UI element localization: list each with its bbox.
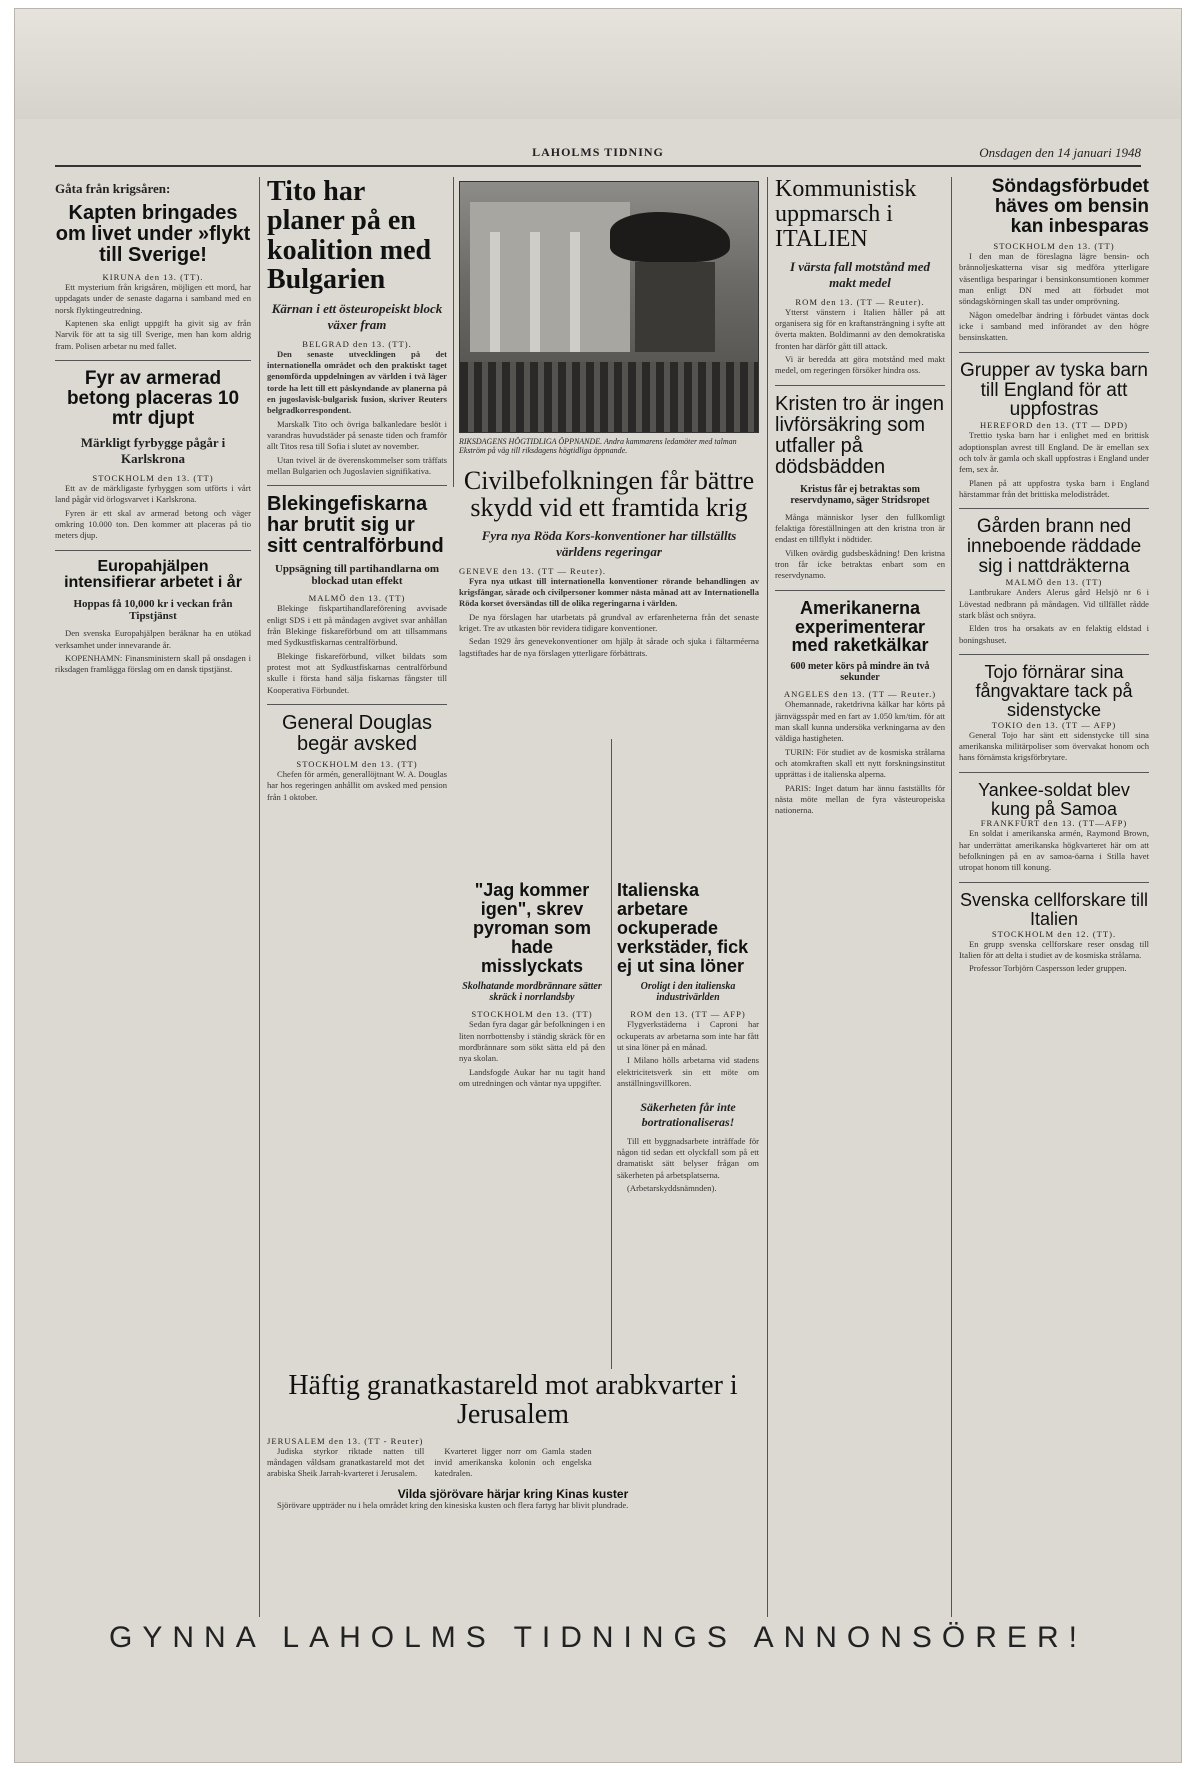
article-body <box>775 307 945 377</box>
article-headline: General Douglas begär avsked <box>281 712 433 756</box>
paragraph: Judiska styrkor riktade natten till måndagen våldsam granatkastareld mot det arabiska Sheik Jarrah-kvarteret i Jerusalem. <box>267 1445 425 1479</box>
article-dateline: KIRUNA den 13. (TT). <box>102 272 204 282</box>
article-body <box>959 430 1149 500</box>
article-headline: Söndagsförbudet häves om bensin kan inbesparas <box>991 177 1149 237</box>
article-headline: "Jag kommer igen", skrev pyroman som hade misslyckats <box>472 881 592 976</box>
paragraph: Sedan 1929 års genevekonventioner om hjälp åt sårade och sjuka i fältarméerna lagstiftades har de nya förslagen ytterligare förbättrats. <box>459 636 759 658</box>
paragraph: Utan tvivel är de överenskommelser som träffats mellan Bulgarien och Jugoslavien signifikativa. <box>267 454 447 476</box>
paragraph: Till ett byggnadsarbete inträffade för någon tid sedan ett olyckfall som på ett dramatiskt sätt belyser frågan om säkerheten på arbetsplatserna. <box>617 1135 759 1180</box>
divider <box>959 508 1149 509</box>
article-body <box>959 587 1149 646</box>
column-5 <box>775 177 945 1617</box>
article-body <box>267 769 447 803</box>
article-deck: 600 meter körs på mindre än två sekunder <box>790 661 930 684</box>
article-deck: Oroligt i den italienska industrivärlden <box>640 981 736 1004</box>
paragraph: Ytterst vänstern i Italien håller på att organisera sig för en kraftansträngning i syfte att överta makten. Boldimanni av den demokratiska fronten har därför gått till attack. <box>775 306 945 351</box>
article-dateline: ROM den 13. (TT — AFP) <box>630 1009 746 1020</box>
paragraph: Marskalk Tito och övriga balkanledare beslöt i varandras huvudstäder på senaste tiden och framför allt Titos resa till Sofia i slutet av november. <box>267 418 447 452</box>
article-headline: Tito har planer på en koalition med Bulgarien <box>267 177 432 296</box>
photo-crowd <box>460 362 758 432</box>
paragraph: TURIN: För studiet av de kosmiska strålarna och atomkraften skall ett nytt forskningsinstitut upprättas i de italienska alperna. <box>775 746 945 780</box>
paragraph: Ett mysterium från krigsåren, möjligen ett mord, har uppdagats under de senaste dagarna i samband med en norsk flyktingeutredning. <box>55 282 251 315</box>
divider <box>775 385 945 386</box>
article-headline: Vilda sjörövare härjar kring Kinas kuster <box>397 1486 629 1501</box>
wide-article <box>267 1371 759 1611</box>
article-kicker: Gåta från krigsåren: <box>55 181 171 196</box>
article-headline: Civilbefolkningen får bättre skydd vid ett framtida krig <box>463 467 755 523</box>
paragraph: Ohemannade, raketdrivna kälkar har körts på järnvägsspår med en fart av 1.050 km/tim. för att man skall kunna undersöka verkningarna av den väldiga hastigheten. <box>775 699 945 744</box>
paragraph: Kaptenen ska enligt uppgift ha givit sig av från Narvik för att ta sig till Sverige, men han kom aldrig fram. Polisen arbetar nu med fallet. <box>55 318 251 351</box>
article-body <box>55 628 251 675</box>
article-deck: Hoppas få 10,000 kr i veckan från Tipstjänst <box>73 598 233 623</box>
photo-column <box>490 232 500 352</box>
article-headline: Kristen tro är ingen livförsäkring som utfaller på dödsbädden <box>775 392 944 478</box>
newspaper-title: LAHOLMS TIDNING <box>532 145 664 159</box>
paragraph: Sjörövare uppträder nu i hela området kring den kinesiska kusten och flera fartyg har blivit plundrade. <box>277 1500 629 1511</box>
article-deck: Kärnan i ett östeuropeiskt block växer fram <box>271 300 443 332</box>
paragraph: Chefen för armén, generallöjtnant W. A. Douglas har hos regeringen anhållit om avsked med pension från 1 oktober. <box>267 769 447 802</box>
paragraph: PARIS: Inget datum har ännu fastställts för nästa möte mellan de fyra västeuropeiska nationerna. <box>775 782 945 816</box>
article-body <box>267 1500 759 1511</box>
paragraph: En grupp svenska cellforskare reser onsdag till Italien för att delta i studiet av de kosmiska strålarna. <box>959 938 1149 960</box>
paragraph: En soldat i amerikanska armén, Raymond Brown, har underrättat amerikanska högkvarteret här om att befolkningen på en av samoa-öarna i Stilla havet utropat honom till konung. <box>959 828 1149 873</box>
paragraph: Professor Torbjörn Caspersson leder gruppen. <box>969 963 1127 974</box>
photo-caption: RIKSDAGENS HÖGTIDLIGA ÖPPNANDE. Andra kammarens ledamöter med talman Ekström på väg till riksdagens högtidliga öppnande. <box>459 437 737 455</box>
photo-column <box>570 232 580 352</box>
divider <box>959 654 1149 655</box>
paragraph: Sedan fyra dagar går befolkningen i en liten norrbottensby i ständig skräck för en mordbrännare som sökt sätta eld på den nya skolan. <box>459 1019 605 1064</box>
article-headline: Gården brann ned inneboende räddade sig i nattdräkterna <box>966 516 1142 578</box>
article-dateline: FRANKFURT den 13. (TT—AFP) <box>980 818 1128 829</box>
paragraph: General Tojo har sänt ett sidenstycke till sina amerikanska militärpoliser som övervakat honom och hans förnämsta krigsförbrytare. <box>959 729 1149 763</box>
article-body <box>267 1446 759 1480</box>
article-dateline: STOCKHOLM den 12. (TT). <box>991 928 1117 939</box>
article-headline: Kapten bringades om livet under »flykt till Sverige! <box>55 202 251 266</box>
paragraph: Elden tros ha orsakats av en felaktig eldstad i boningshuset. <box>959 623 1149 645</box>
article-body <box>775 512 945 582</box>
article-headline: Amerikanerna experimenterar med raketkälkar <box>791 597 929 656</box>
paragraph: Blekinge fiskpartihandlareförening avvisade enligt SDS i ett på måndagen avgivet svar anhållan från Blekinge fiskareförbund om att tillsammans med Sydkustfiskarnas centralförbund. <box>267 603 447 648</box>
column-rule <box>453 177 454 487</box>
paragraph: Vi är beredda att göra motstånd med makt medel, om regeringen försöker hindra oss. <box>775 353 945 376</box>
article-headline: Tojo förnärar sina fångvaktare tack på sidenstycke <box>975 661 1133 720</box>
article-dateline: STOCKHOLM den 13. (TT) <box>92 472 214 483</box>
article-body <box>617 1019 759 1089</box>
paragraph: Planen på att uppfostra tyska barn i England härstammar från det brittiska melodistrådet. <box>959 477 1149 500</box>
page-top-margin <box>15 9 1181 119</box>
article-body <box>617 1136 759 1195</box>
column-6 <box>959 177 1149 1617</box>
newspaper-page <box>14 8 1182 1763</box>
article-dateline: ROM den 13. (TT — Reuter). <box>795 296 925 307</box>
article-dateline: STOCKHOLM den 13. (TT) <box>471 1009 593 1020</box>
paragraph: Fyra nya utkast till internationella konventioner rörande behandlingen av krigsfångar, sårade och civilpersoner kommer nästa månad att av Internationella Röda korset översändas till de olika regeringarna i världen. <box>459 575 759 609</box>
paragraph: Ett av de märkligaste fyrbyggen som utförts i vårt land pågår vid örlogsvarvet i Karlskrona. <box>55 482 251 505</box>
paragraph: Trettio tyska barn har i enlighet med en brittisk adoptionsplan avrest till England. De är emellan sex och tolv år gamla och skall uppfostras i England under fem, sex år. <box>959 430 1149 475</box>
paragraph: Lantbrukare Anders Alerus gård Helsjö nr 6 i Lövestad nedbrann på måndagen. Vid tillfället rådde stark blåst och snöyra. <box>959 587 1149 620</box>
divider <box>55 360 251 361</box>
article-dateline: STOCKHOLM den 13. (TT) <box>993 240 1115 251</box>
article-headline: Yankee-soldat blev kung på Samoa <box>978 779 1130 819</box>
column-3 <box>459 881 605 1371</box>
article-deck: Skolhatande mordbrännare sätter skräck i norrlandsby <box>462 981 602 1004</box>
article-dateline: MALMÖ den 13. (TT) <box>308 593 406 604</box>
article-body <box>267 349 447 478</box>
photo-lion-statue <box>610 212 730 262</box>
article-body <box>775 699 945 816</box>
article-dateline: STOCKHOLM den 13. (TT) <box>296 759 418 770</box>
divider <box>959 772 1149 773</box>
news-photo <box>459 181 759 433</box>
article-body <box>959 828 1149 873</box>
article-body <box>55 282 251 352</box>
article-headline: Kommunistisk uppmarsch i ITALIEN <box>775 177 917 253</box>
paragraph: Vilken ovärdig gudsbeskådning! Den kristna tron får icke betraktas enbart som en reservdynamo. <box>775 547 945 581</box>
article-headline: Häftig granatkastareld mot arabkvarter i Jerusalem <box>288 1371 738 1431</box>
divider <box>267 704 447 705</box>
article-deck: Märkligt fyrbygge pågår i Karlskrona <box>80 434 226 466</box>
article-body <box>459 1019 605 1089</box>
paragraph: Fyren är ett skal av armerad betong och väger omkring 10.000 ton. Den kommer att placeras på tio meters djup. <box>55 507 251 541</box>
article-dateline: MALMÖ den 13. (TT) <box>1005 577 1103 588</box>
paragraph: (Arbetarskyddsnämnden). <box>627 1182 717 1193</box>
paragraph: Den senaste utvecklingen på det internationella området och den praktiskt taget genomförda uppdelningen av världen i två läger torde ha lett till ett påskyndande av planerna på en jugoslavisk-bulgarisk fusion, skriver Reuters belgradkorrespondent. <box>267 348 447 416</box>
article-deck: Kristus får ej betraktas som reservdynamo, säger Stridsropet <box>790 483 930 506</box>
article-body <box>459 576 759 659</box>
article-body <box>959 251 1149 344</box>
paragraph: Blekinge fiskareförbund, vilket bildats som protest mot att Sydkustfiskarnas centralförbund skulle i första hand sälja fiskarnas fångster till Kooperativa Förbundet. <box>267 650 447 695</box>
article-dateline: BELGRAD den 13. (TT). <box>302 338 412 349</box>
article-body <box>959 939 1149 975</box>
article-headline: Grupper av tyska barn till England för att uppfostras <box>960 359 1148 421</box>
column-rule <box>611 739 612 1369</box>
article-deck: I värsta fall motstånd med makt medel <box>789 258 931 290</box>
column-rule <box>259 177 260 1617</box>
photo-pedestal <box>635 262 715 352</box>
paragraph: I den man de föreslagna lägre bensin- och brännoljeskatterna visar sig medföra ytterligare väsentliga besparingar i bensinkonsumtionen kommer man enligt DN med att förbudet mot söndagskörningen skall tas under omprövning. <box>959 250 1149 307</box>
article-dateline: HEREFORD den 13. (TT — DPD) <box>979 420 1129 431</box>
paragraph: KOPENHAMN: Finansministern skall på onsdagen i riksdagen framlägga förslag om en dansk tipstjänst. <box>55 652 251 675</box>
column-rule <box>951 177 952 1617</box>
article-headline: Italienska arbetare ockuperade verkstäder, fick ej ut sina löner <box>617 881 749 976</box>
paragraph: De nya förslagen har utarbetats på grundval av erfarenheterna från det senaste kriget. Tre av utkasten bör revidera tidigare konventioner. <box>459 611 759 633</box>
paragraph: Någon omedelbar ändring i förbudet väntas dock icke i samband med införandet av den högre bensinskatten. <box>959 309 1149 343</box>
divider <box>267 485 447 486</box>
running-header <box>55 145 1141 167</box>
divider <box>959 352 1149 353</box>
column-4 <box>617 881 759 1371</box>
center-article <box>459 467 759 737</box>
article-body <box>959 730 1149 764</box>
article-dateline: ANGELES den 13. (TT — Reuter.) <box>783 689 937 700</box>
divider <box>775 590 945 591</box>
article-deck: Uppsägning till partihandlarna om blockad utan effekt <box>274 563 440 588</box>
article-body <box>55 483 251 542</box>
article-dateline: GENEVE den 13. (TT — Reuter). <box>459 565 606 576</box>
article-headline: Svenska cellforskare till Italien <box>959 889 1149 929</box>
article-headline: Säkerheten får inte bortrationaliseras! <box>640 1099 736 1129</box>
divider <box>959 882 1149 883</box>
article-deck: Fyra nya Röda Kors-konventioner har tillställts världens regeringar <box>481 527 737 559</box>
article-dateline: JERUSALEM den 13. (TT - Reuter) <box>267 1435 424 1446</box>
divider <box>55 550 251 551</box>
advertiser-banner: GYNNA LAHOLMS TIDNINGS ANNONSÖRER! <box>109 1621 1087 1654</box>
paragraph: Landsfogde Aukar har nu tagit hand om utredningen och väntar nya uppgifter. <box>459 1066 605 1089</box>
article-headline: Fyr av armerad betong placeras 10 mtr djupt <box>66 368 240 429</box>
article-dateline: TOKIO den 13. (TT — AFP) <box>991 719 1117 730</box>
article-headline: Europahjälpen intensifierar arbetet i år <box>64 557 242 592</box>
paragraph: I Milano hölls arbetarna vid stadens elektricitetsverk sin ett möte om anställningsvillkoren. <box>617 1055 759 1089</box>
paragraph: Kvarteret ligger norr om Gamla staden invid amerikanska kolonin och engelska katedralen. <box>434 1445 592 1479</box>
paragraph: Många människor lyser den fullkomligt felaktiga föreställningen att den kristna tron är endast en tillflykt i nödtider. <box>775 511 945 545</box>
paragraph: Flygverkstäderna i Caproni har ockuperats av arbetarna som inte har fått ut sina löner på en månad. <box>617 1019 759 1053</box>
issue-date: Onsdagen den 14 januari 1948 <box>979 145 1141 160</box>
article-body <box>267 603 447 696</box>
paragraph: Den svenska Europahjälpen beräknar ha en utökad verksamhet under innevarande år. <box>55 628 251 650</box>
photo-column <box>530 232 540 352</box>
column-rule <box>767 177 768 1617</box>
article-headline: Blekingefiskarna har brutit sig ur sitt centralförbund <box>267 493 444 558</box>
column-1 <box>55 177 251 1617</box>
